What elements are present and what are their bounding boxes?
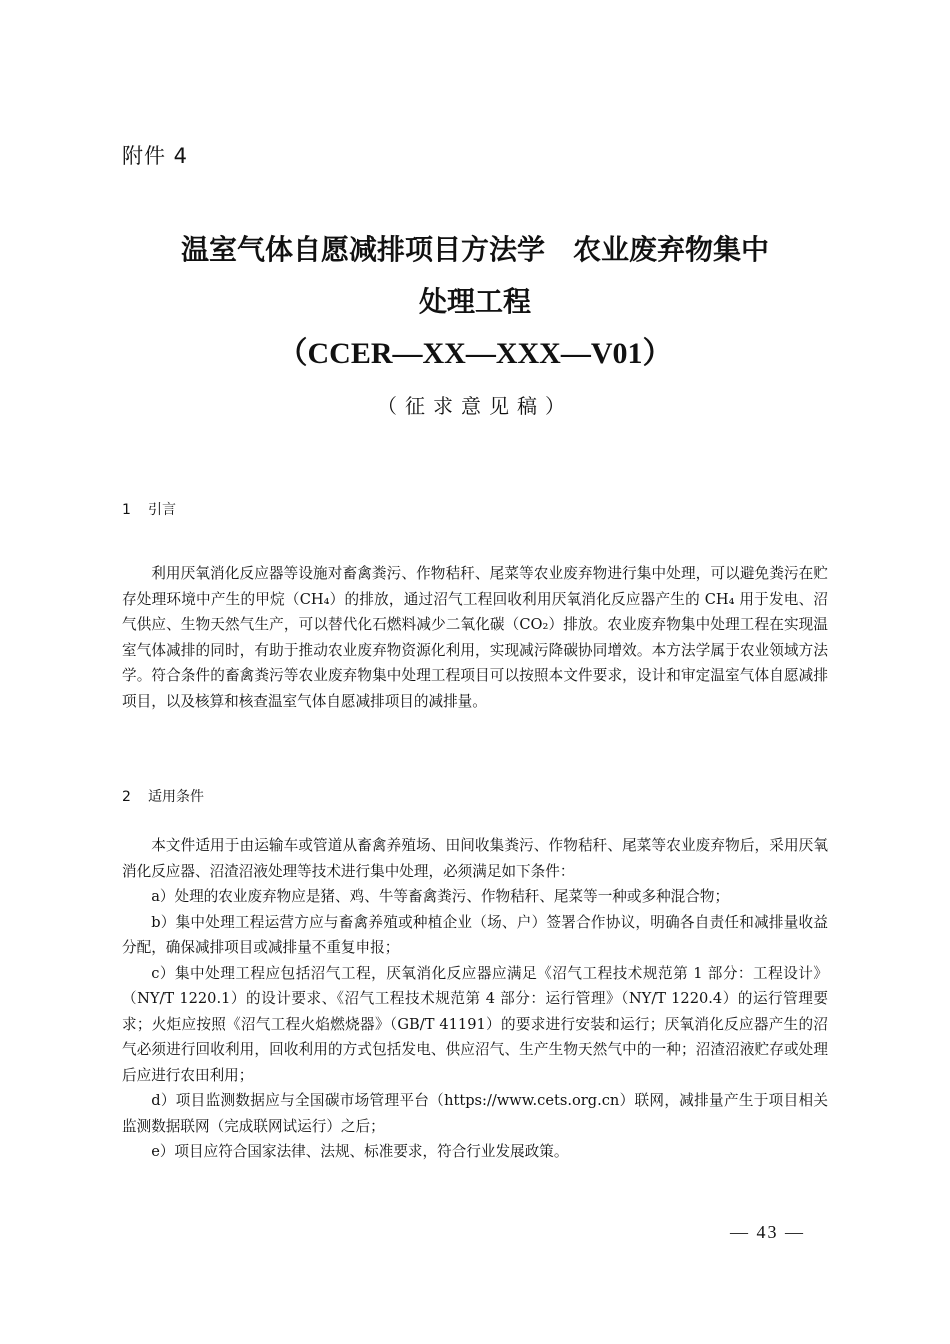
- section-heading-introduction: [122, 499, 176, 519]
- draft-label: （征求意见稿）: [377, 394, 573, 418]
- section-body-introduction: [122, 561, 828, 714]
- annex-label: 附件 4: [122, 144, 189, 168]
- condition-c: c）集中处理工程应包括沼气工程，厌氧消化反应器应满足《沼气工程技术规范第 1 部分：工程设计》（NY/T 1220.1）的设计要求、《沼气工程技术规范第 4 部分：运行管理》（NY/T 1220.4）的运行管理要求；火炬应按照《沼气工程火焰燃烧器》（GB/T 41191）的要求进行安装和运行；厌氧消化反应器产生的沼气必须进行回收利用，回收利用的方式包括发电、供应沼气、生产生物天然气中的一种；沼渣沼液贮存或处理后应进行农田利用；: [122, 964, 828, 1084]
- section-number: 2: [122, 789, 131, 805]
- condition-d: d）项目监测数据应与全国碳市场管理平台（https://www.cets.org.cn）联网，减排量产生于项目相关监测数据联网（完成联网试运行）之后；: [122, 1092, 828, 1135]
- condition-b: b）集中处理工程运营方应与畜禽养殖或种植企业（场、户）签署合作协议，明确各自责任和减排量收益分配，确保减排项目或减排量不重复申报；: [122, 913, 828, 956]
- paragraph: 本文件适用于由运输车或管道从畜禽养殖场、田间收集粪污、作物秸秆、尾菜等农业废弃物后，采用厌氧消化反应器、沼渣沼液处理等技术进行集中处理，必须满足如下条件：: [122, 837, 828, 880]
- document-title-line-2: 处理工程: [418, 285, 531, 318]
- document-code: （CCER—XX—XXX—V01）: [277, 337, 673, 370]
- page-number: — 43 —: [730, 1222, 805, 1242]
- section-title: 引言: [148, 502, 176, 518]
- condition-e: e）项目应符合国家法律、法规、标准要求，符合行业发展政策。: [151, 1143, 569, 1160]
- section-number: 1: [122, 502, 131, 518]
- document-title-line-1: 温室气体自愿减排项目方法学 农业废弃物集中: [180, 233, 769, 266]
- section-body-applicability: [122, 833, 828, 1165]
- condition-a: a）处理的农业废弃物应是猪、鸡、牛等畜禽粪污、作物秸秆、尾菜等一种或多种混合物；: [151, 888, 730, 905]
- paragraph: 利用厌氧消化反应器等设施对畜禽粪污、作物秸秆、尾菜等农业废弃物进行集中处理，可以避免粪污在贮存处理环境中产生的甲烷（CH₄）的排放，通过沼气工程回收利用厌氧消化反应器产生的 CH₄ 用于发电、沼气供应、生物天然气生产，可以替代化石燃料减少二氧化碳（CO₂）排放。农业废弃物集中处理工程在实现温室气体减排的同时，有助于推动农业废弃物资源化利用，实现减污降碳协同增效。本方法学属于农业领域方法学。符合条件的畜禽粪污等农业废弃物集中处理工程项目可以按照本文件要求，设计和审定温室气体自愿减排项目，以及核算和核查温室气体自愿减排项目的减排量。: [122, 565, 828, 710]
- section-title: 适用条件: [148, 789, 204, 805]
- section-heading-applicability: [122, 786, 204, 806]
